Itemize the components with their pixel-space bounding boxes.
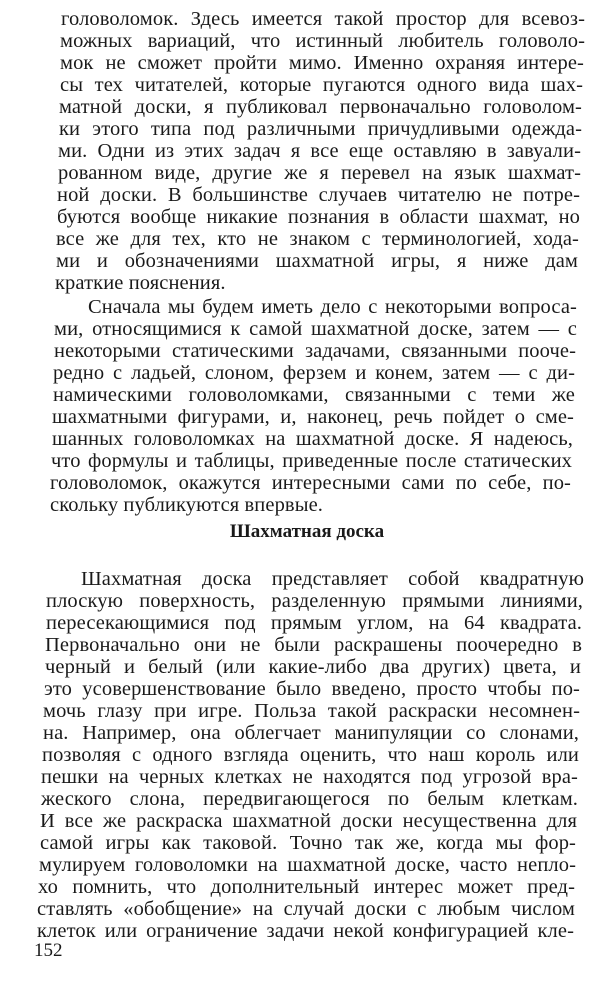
text-line: ки этого типа под различными причудливыми одежда- (59, 118, 582, 140)
page-number: 152 (34, 940, 63, 961)
text-line: головоломок, окажутся интересными сами по себе, по- (50, 472, 571, 494)
text-line: матной доски, я публиковал первоначально головолом- (59, 96, 582, 118)
text-line: клеток или ограничение задачи некой конфигурацией кле- (37, 920, 574, 942)
text-line: можных вариаций, что истинный любитель головоло- (60, 30, 585, 52)
text-line: пересекающимися под прямым углом, на 64 квадрата. (46, 612, 582, 634)
text-line: некоторыми статическими задачами, связанными пооче- (54, 340, 576, 362)
text-line: сы тех читателей, которые пугаются одного вида шах- (60, 74, 583, 96)
text-line: хо помнить, что дополнительный интерес может пред- (38, 876, 575, 898)
text-line: что формулы и таблицы, приведенные после статических (51, 450, 572, 472)
text-line: мулируем головоломки на шахматной доске, часто непло- (39, 854, 576, 876)
text-line: самой игры как таковой. Точно так же, когда мы фор- (40, 832, 576, 854)
text-line: намическими головоломками, связанными с теми же (53, 384, 575, 406)
text-line: краткие пояснения. (55, 272, 226, 294)
text-line: на. Например, она облегчает манипуляции со слонами, (43, 722, 579, 744)
text-line: Шахматная доска представляет собой квадратную (81, 568, 584, 590)
text-line: это усовершенствование было введено, просто чтобы по- (44, 678, 580, 700)
section-heading: Шахматная доска (229, 521, 385, 542)
text-line: Первоначально они не были раскрашены поочередно в (45, 634, 582, 656)
text-line: мок не сможет пройти мимо. Именно охраняя интере- (60, 52, 584, 74)
text-line: редно с ладьей, слоном, ферзем и конем, затем — с ди- (53, 362, 575, 384)
text-line: ми, относящимися к самой шахматной доске, затем — с (54, 318, 577, 340)
text-line: скольку публикуются впервые. (50, 494, 323, 516)
text-line: все же для тех, кто не знаком с терминологией, хода- (56, 228, 579, 250)
text-line: И все же раскраска шахматной доски несущественна для (40, 810, 577, 832)
text-line: жеского слона, передвигающегося по белым клеткам. (41, 788, 578, 810)
text-line: черный и белый (или какие-либо два других) цвета, и (45, 656, 581, 678)
text-line: шанных головоломках на шахматной доске. Я надеюсь, (52, 428, 573, 450)
text-line: ми. Одни из этих задач я все еще оставляю в завуали- (58, 140, 581, 162)
text-line: плоскую поверхность, разделенную прямыми линиями, (46, 590, 583, 612)
text-line: буются вообще никакие познания в области шахмат, но (57, 206, 580, 228)
text-line: ми и обозначениями шахматной игры, я ниже дам (56, 250, 578, 272)
text-line: пешки на черных клетках не находятся под угрозой вра- (41, 766, 578, 788)
text-line: мочь глазу при игре. Польза такой раскраски несомнен- (43, 700, 580, 722)
text-line: ставлять «обобщение» на случай доски с любым числом (37, 898, 575, 920)
text-line: ной доски. В большинстве случаев читателю не потре- (57, 184, 580, 206)
text-line: рованном виде, другие же я перевел на язык шахмат- (58, 162, 581, 184)
text-line: позволяя с одного взгляда оценить, что наш король или (42, 744, 579, 766)
text-line: шахматными фигурами, и, наконец, речь пойдет о сме- (52, 406, 574, 428)
text-line: головоломок. Здесь имеется такой простор для всевоз- (61, 8, 585, 30)
text-line: Сначала мы будем иметь дело с некоторыми вопроса- (88, 296, 577, 318)
